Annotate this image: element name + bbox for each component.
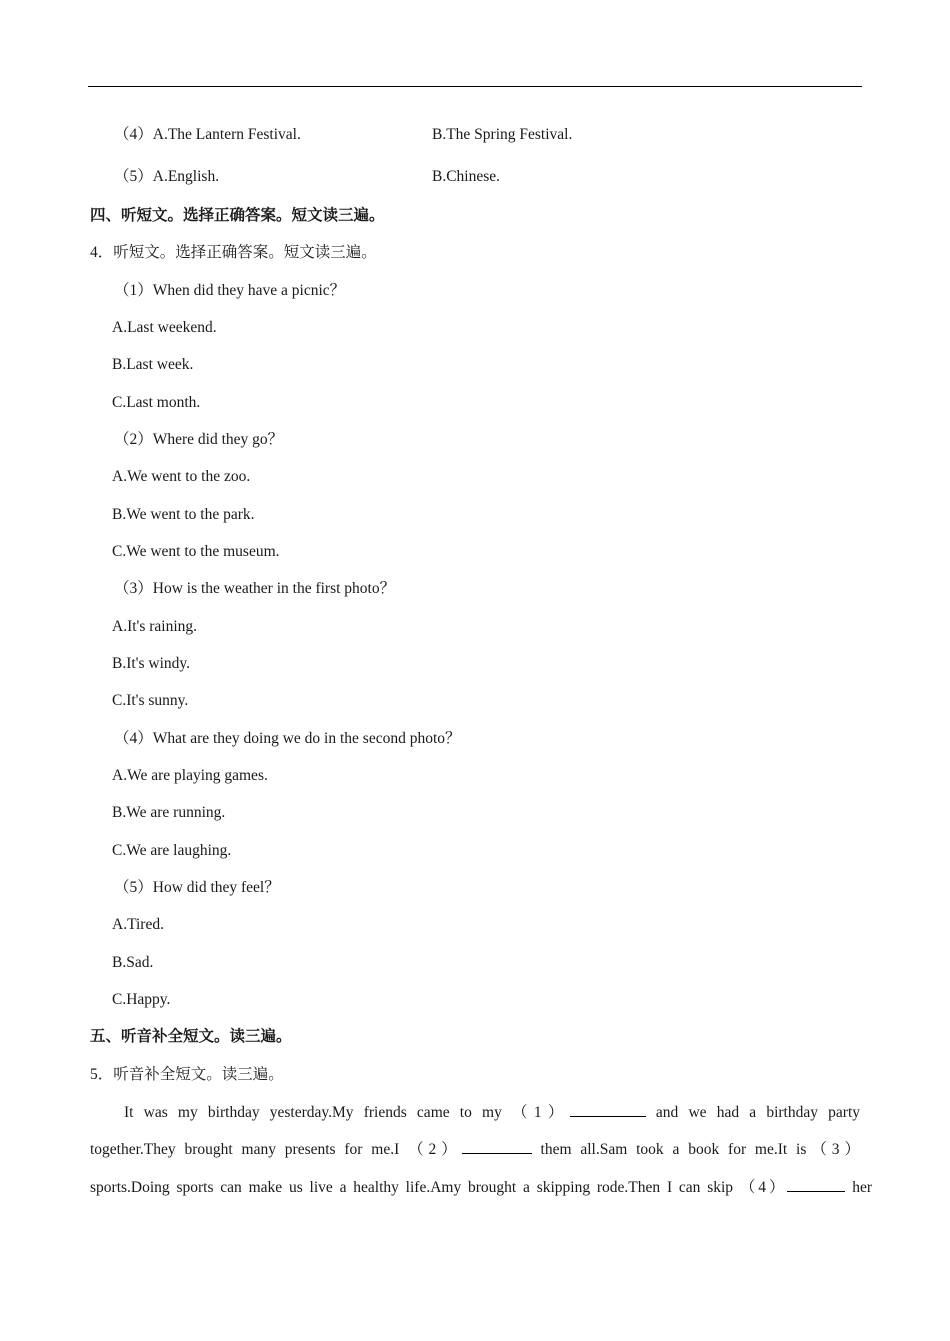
answer-option: C.It's sunny. <box>112 692 189 709</box>
question-5-title: 5．听音补全短文。读三遍。 <box>90 1066 284 1083</box>
answer-option: A.We went to the zoo. <box>112 468 251 485</box>
question-4-option-b: B.The Spring Festival. <box>432 126 573 143</box>
question-text: （3）How is the weather in the first photo？ <box>114 580 396 597</box>
answer-option: C.We are laughing. <box>112 842 232 859</box>
header-rule <box>88 86 862 87</box>
answer-option: B.Last week. <box>112 356 194 373</box>
question-5-option-b: B.Chinese. <box>432 168 501 185</box>
question-5-option-a: （5）A.English. <box>114 168 220 185</box>
answer-option: B.Sad. <box>112 954 154 971</box>
answer-option: A.Last weekend. <box>112 319 217 336</box>
question-text: （2）Where did they go？ <box>114 431 284 448</box>
question-text: （5）How did they feel？ <box>114 879 280 896</box>
answer-option: C.We went to the museum. <box>112 543 280 560</box>
answer-option: A.Tired. <box>112 916 164 933</box>
question-4-title: 4．听短文。选择正确答案。短文读三遍。 <box>90 244 377 261</box>
section-5-heading: 五、听音补全短文。读三遍。 <box>90 1028 292 1045</box>
passage-line-1: It was my birthday yesterday.My friends came to my （1） and we had a birthday party <box>124 1104 861 1121</box>
passage-line-2: together.They brought many presents for me.I （2） them all.Sam took a book for me.It is（3） <box>90 1141 860 1158</box>
answer-option: B.We are running. <box>112 804 226 821</box>
section-4-heading: 四、听短文。选择正确答案。短文读三遍。 <box>90 207 385 224</box>
answer-option: B.It's windy. <box>112 655 190 672</box>
question-text: （4）What are they doing we do in the second photo？ <box>114 730 461 747</box>
answer-option: B.We went to the park. <box>112 506 255 523</box>
answer-option: C.Last month. <box>112 394 201 411</box>
blank-1[interactable] <box>570 1102 646 1117</box>
passage-line-3: sports.Doing sports can make us live a healthy life.Amy brought a skipping rode.Then I can skip （4） her <box>90 1179 873 1196</box>
answer-option: A.We are playing games. <box>112 767 268 784</box>
question-text: （1）When did they have a picnic？ <box>114 282 346 299</box>
blank-4[interactable] <box>787 1177 845 1192</box>
answer-option: A.It's raining. <box>112 618 198 635</box>
question-4-option-a: （4）A.The Lantern Festival. <box>114 126 301 143</box>
answer-option: C.Happy. <box>112 991 171 1008</box>
blank-2[interactable] <box>462 1139 532 1154</box>
